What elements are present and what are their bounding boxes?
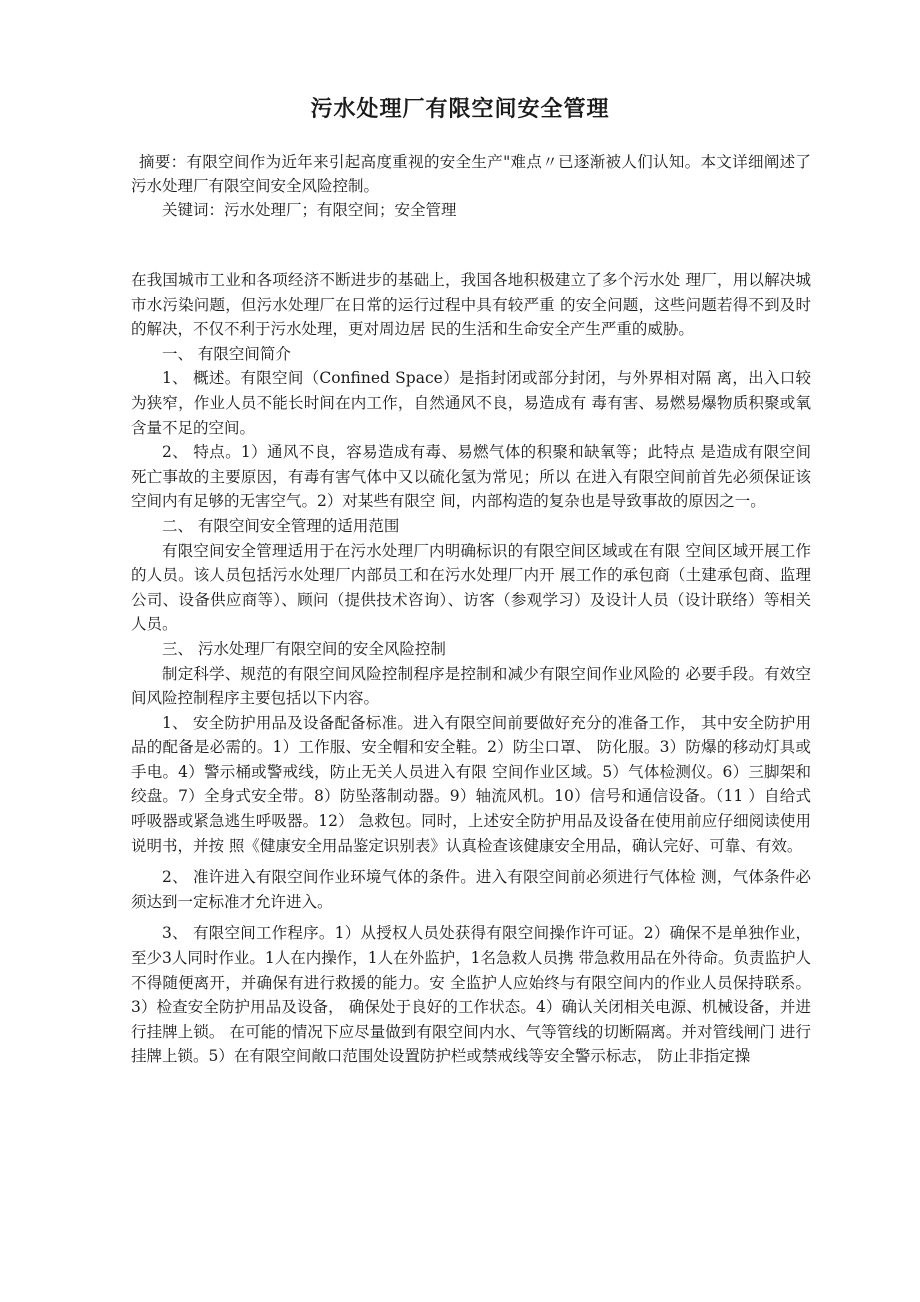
paragraph-scope: 有限空间安全管理适用于在污水处理厂内明确标识的有限空间区域或在有限 空间区域开展工作的人员。该人员包括污水处理厂内部员工和在污水处理厂内开 展工作的承包商（土建承包商、监理公司、设备供应商等）、顾问（提供技术咨询）、访客（参观学习）及设计人员（设计联络）等相关人员。 (131, 541, 811, 634)
section-heading-1: 一、 有限空间简介 (162, 344, 291, 363)
paragraph-gas-conditions: 2、 准许进入有限空间作业环境气体的条件。进入有限空间前必须进行气体检 测，气体条件必须达到一定标准才允许进入。 (131, 868, 811, 911)
paragraph-features: 2、 特点。1）通风不良，容易造成有毒、易燃气体的积聚和缺氧等；此特点 是造成有限空间死亡事故的主要原因，有毒有害气体中又以硫化氢为常见；所以 在进入有限空间前首先必须保证该空间内有足够的无害空气。2）对某些有限空 间，内部构造的复杂也是导致事故的原因之一。 (131, 443, 811, 511)
section-heading-2: 二、 有限空间安全管理的适用范围 (162, 516, 400, 535)
section-heading-3: 三、 污水处理厂有限空间的安全风险控制 (162, 639, 446, 658)
paragraph-equipment: 1、 安全防护用品及设备配备标准。进入有限空间前要做好充分的准备工作， 其中安全防护用品的配备是必需的。1）工作服、安全帽和安全鞋。2）防尘口罩、 防化服。3）防爆的移动灯具或手电。4）警示桶或警戒线，防止无关人员进入有限 空间作业区域。5）气体检测仪。6）三脚架和绞盘。7）全身式安全带。8）防坠落制动器。9）轴流风机。10）信号和通信设备。（11 ）自给式呼吸器或紧急逃生呼吸器。12） 急救包。同时，上述安全防护用品及设备在使用前应仔细阅读使用说明书，并按 照《健康安全用品鉴定识别表》认真检查该健康安全用品，确认完好、可靠、有效。 (131, 713, 811, 855)
abstract-text: 摘要：有限空间作为近年来引起高度重视的安全生产"难点〃已逐渐被人们认知。本文详细阐述了污水处理厂有限空间安全风险控制。 (131, 153, 811, 195)
keywords-text: 关键词：污水处理厂；有限空间；安全管理 (162, 201, 457, 219)
body-text (131, 268, 811, 1069)
paragraph-overview: 1、 概述。有限空间（Confined Space）是指封闭或部分封闭，与外界相对隔 离，出入口较为狭窄，作业人员不能长时间在内工作，自然通风不良，易造成有 毒有害、易燃易爆物质积聚或氧含量不足的空间。 (131, 369, 811, 437)
abstract-block (131, 150, 811, 222)
paragraph-intro: 在我国城市工业和各项经济不断进步的基础上，我国各地积极建立了多个污水处 理厂，用以解决城市水污染问题，但污水处理厂在日常的运行过程中具有较严重 的安全问题，这些问题若得不到及时的解决，不仅不利于污水处理，更对周边居 民的生活和生命安全产生严重的威胁。 (131, 271, 811, 339)
paragraph-risk-control: 制定科学、规范的有限空间风险控制程序是控制和减少有限空间作业风险的 必要手段。有效空间风险控制程序主要包括以下内容。 (131, 664, 811, 708)
paragraph-procedure: 3、 有限空间工作程序。1）从授权人员处获得有限空间操作许可证。2）确保不是单独作业，至少3人同时作业。1人在内操作，1人在外监护，1名急救人员携 带急救用品在外待命。负责监护人不得随便离开，并确保有进行救援的能力。安 全监护人应始终与有限空间内的作业人员保持联系。3）检查安全防护用品及设备， 确保处于良好的工作状态。4）确认关闭相关电源、机械设备，并进行挂牌上锁。 在可能的情况下应尽量做到有限空间内水、气等管线的切断隔离。并对管线闸门 进行挂牌上锁。5）在有限空间敞口范围处设置防护栏或禁戒线等安全警示标志， 防止非指定操 (131, 924, 811, 1066)
document-title: 污水处理厂有限空间安全管理 (310, 97, 610, 122)
